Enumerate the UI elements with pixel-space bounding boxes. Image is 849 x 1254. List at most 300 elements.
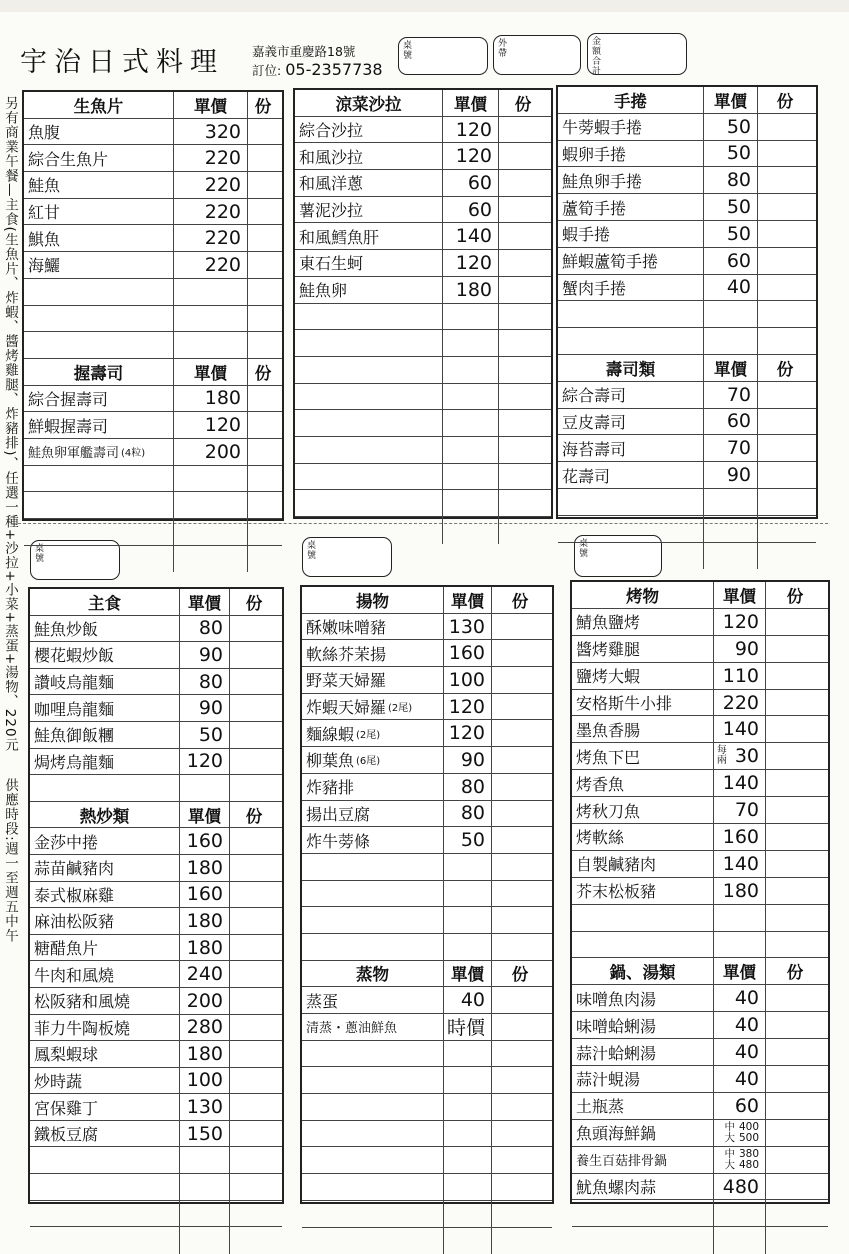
size-labels: [724, 1122, 735, 1144]
item-price-cell: [714, 1147, 766, 1173]
qty-input-cell[interactable]: [230, 828, 278, 854]
qty-input-cell[interactable]: [766, 878, 824, 904]
sushi-qty-header: [758, 355, 812, 381]
qty-input-cell[interactable]: [758, 328, 812, 354]
qty-input-cell[interactable]: [230, 1147, 278, 1173]
scan-edge: [0, 0, 849, 12]
item-name-cell: [295, 490, 443, 516]
item-price-cell: [443, 357, 499, 383]
qty-input-cell[interactable]: [766, 1147, 824, 1173]
item-price-cell: [444, 720, 492, 746]
item-name-cell: [30, 695, 180, 721]
qty-input-cell[interactable]: [492, 881, 548, 907]
steamed-section-title: 蒸物: [356, 961, 389, 985]
qty-input-cell[interactable]: [766, 1039, 824, 1065]
item-name-cell: [572, 1200, 714, 1226]
item-price: 220: [205, 147, 241, 169]
qty-input-cell[interactable]: [492, 1094, 548, 1120]
item-name-cell: [302, 1201, 444, 1227]
menu-item-row: [302, 640, 552, 667]
item-name: 鯕魚: [28, 227, 60, 250]
item-name-cell: [30, 1227, 180, 1254]
item-name-cell: [24, 252, 174, 278]
item-price: 180: [187, 910, 223, 932]
nigiri-title-cell: [24, 359, 174, 385]
item-price-cell: [704, 248, 758, 274]
qty-input-cell[interactable]: [230, 1121, 278, 1147]
empty-row: [24, 519, 282, 546]
qty-input-cell[interactable]: [499, 330, 547, 356]
qty-input-cell[interactable]: [758, 435, 812, 461]
qty-input-cell[interactable]: [492, 907, 548, 933]
qty-input-cell[interactable]: [230, 775, 278, 801]
menu-item-row: [558, 114, 816, 141]
item-price-cell: [180, 1068, 230, 1094]
qty-input-cell[interactable]: [230, 935, 278, 961]
size-price: 400: [739, 1122, 759, 1133]
item-name: 軟絲芥茉揚: [306, 642, 386, 665]
qty-input-cell[interactable]: [766, 797, 824, 823]
fried-and-steamed-table: [300, 585, 554, 1204]
item-name: 蝦手捲: [562, 222, 610, 245]
handroll-qty-header: [758, 87, 812, 113]
lunch-promo-text: 另有商業午餐—主食(生魚片、炸蝦、醬烤雞腿、炸豬排)、任選一種+沙拉+小菜+蒸蛋+湯物、220元: [2, 96, 18, 752]
qty-input-cell[interactable]: [766, 1012, 824, 1038]
item-price-cell: [180, 775, 230, 801]
qty-input-cell[interactable]: [766, 690, 824, 716]
takeout-box[interactable]: [493, 35, 581, 75]
item-price: 160: [187, 883, 223, 905]
item-name: 蒸蛋: [306, 989, 338, 1012]
item-name: 咖哩烏龍麵: [34, 697, 114, 720]
item-price-cell: [180, 908, 230, 934]
item-price-cell: [443, 517, 499, 544]
menu-item-row: [572, 1093, 828, 1120]
qty-input-cell[interactable]: [499, 277, 547, 303]
menu-item-row: [302, 801, 552, 828]
item-price: 200: [187, 990, 223, 1012]
item-name: 鮭魚卵手捲: [562, 169, 642, 192]
qty-input-cell[interactable]: [248, 279, 278, 305]
item-name-cell: [30, 1015, 180, 1041]
qty-input-cell[interactable]: [758, 382, 812, 408]
qty-input-cell[interactable]: [758, 167, 812, 193]
item-name: 宮保雞丁: [34, 1096, 98, 1119]
menu-item-row: [30, 1121, 282, 1148]
item-name: 味噌蛤蜊湯: [576, 1014, 656, 1037]
item-price: 180: [723, 880, 759, 902]
item-name-cell: [30, 749, 180, 775]
item-name-cell: [558, 167, 704, 193]
qty-input-cell[interactable]: [492, 774, 548, 800]
item-price: 40: [735, 987, 759, 1009]
item-price-cell: [714, 636, 766, 662]
item-name: 自製鹹豬肉: [576, 852, 656, 875]
qty-input-cell[interactable]: [766, 1066, 824, 1092]
qty-input-cell[interactable]: [499, 117, 547, 143]
qty-input-cell[interactable]: [499, 143, 547, 169]
qty-input-cell[interactable]: [766, 636, 824, 662]
item-name-cell: [302, 827, 444, 853]
qty-input-cell[interactable]: [766, 1227, 824, 1254]
qty-input-cell[interactable]: [230, 642, 278, 668]
qty-input-cell[interactable]: [230, 695, 278, 721]
item-name-cell: [295, 223, 443, 249]
item-name-cell: [302, 881, 444, 907]
qty-column-header: 份: [787, 959, 804, 983]
price-column-header: 單價: [454, 91, 487, 115]
item-name-cell: [30, 775, 180, 801]
item-name: 清蒸・蔥油鮮魚: [306, 1017, 397, 1036]
menu-item-row: [302, 747, 552, 774]
item-price-cell: [444, 1121, 492, 1147]
price-column-header: 單價: [188, 590, 221, 614]
empty-row: [558, 543, 816, 570]
qty-input-cell[interactable]: [492, 694, 548, 720]
item-name-cell: [30, 1147, 180, 1173]
item-name-cell: [30, 1121, 180, 1147]
item-name-cell: [302, 907, 444, 933]
qty-input-cell[interactable]: [499, 357, 547, 383]
qty-input-cell[interactable]: [230, 988, 278, 1014]
qty-input-cell[interactable]: [492, 1228, 548, 1254]
qty-input-cell[interactable]: [499, 197, 547, 223]
qty-input-cell[interactable]: [492, 827, 548, 853]
item-price: 80: [727, 169, 751, 191]
item-name: 花壽司: [562, 464, 610, 487]
item-price-cell: [704, 167, 758, 193]
qty-input-cell[interactable]: [758, 194, 812, 220]
qty-input-cell[interactable]: [492, 1174, 548, 1200]
qty-input-cell[interactable]: [492, 854, 548, 880]
qty-input-cell[interactable]: [758, 462, 812, 488]
sashimi-price-header: [174, 92, 248, 118]
qty-input-cell[interactable]: [492, 747, 548, 773]
qty-input-cell[interactable]: [766, 1120, 824, 1146]
salad-section-title: 涼菜沙拉: [336, 91, 402, 115]
qty-input-cell[interactable]: [499, 517, 547, 544]
size-label: 中: [724, 1122, 735, 1133]
qty-input-cell[interactable]: [248, 145, 278, 171]
qty-input-cell[interactable]: [492, 667, 548, 693]
item-name-cell: [295, 117, 443, 143]
item-price-cell: [714, 932, 766, 958]
qty-input-cell[interactable]: [248, 172, 278, 198]
item-price: 50: [727, 116, 751, 138]
item-name: 麵線蝦: [306, 722, 354, 745]
empty-row: [295, 384, 551, 411]
menu-item-row: [558, 435, 816, 462]
qty-input-cell[interactable]: [492, 801, 548, 827]
menu-item-row: [558, 409, 816, 436]
item-name-cell: [572, 1174, 714, 1200]
menu-item-row: [24, 225, 282, 252]
item-name-cell: [302, 1067, 444, 1093]
size-price: 380: [739, 1149, 759, 1160]
item-price: 80: [461, 776, 485, 798]
phone-line: [252, 60, 383, 79]
qty-input-cell[interactable]: [492, 1121, 548, 1147]
qty-input-cell[interactable]: [499, 223, 547, 249]
item-name-cell: [302, 1014, 444, 1040]
item-price-cell: [180, 961, 230, 987]
qty-input-cell[interactable]: [492, 1014, 548, 1040]
item-name-cell: [572, 1039, 714, 1065]
phone-label: 訂位:: [252, 63, 281, 78]
qty-column-header: 份: [255, 93, 272, 117]
qty-input-cell[interactable]: [766, 770, 824, 796]
menu-item-row: [24, 439, 282, 466]
qty-input-cell[interactable]: [766, 716, 824, 742]
item-name: 味噌魚肉湯: [576, 987, 656, 1010]
grilled-qty-header: [766, 582, 824, 608]
qty-input-cell[interactable]: [758, 489, 812, 515]
qty-input-cell[interactable]: [230, 722, 278, 748]
qty-input-cell[interactable]: [230, 882, 278, 908]
item-name: 酥嫩味噌豬: [306, 615, 386, 638]
qty-input-cell[interactable]: [758, 516, 812, 542]
qty-input-cell[interactable]: [766, 985, 824, 1011]
qty-input-cell[interactable]: [499, 250, 547, 276]
qty-input-cell[interactable]: [766, 663, 824, 689]
qty-input-cell[interactable]: [758, 141, 812, 167]
price-column-header: 單價: [451, 588, 484, 612]
item-price-cell: [714, 905, 766, 931]
item-price-cell: [443, 250, 499, 276]
item-price-cell: [180, 1227, 230, 1254]
item-name-cell: [295, 410, 443, 436]
item-price-cell: [180, 855, 230, 881]
qty-input-cell[interactable]: [230, 908, 278, 934]
qty-input-cell[interactable]: [230, 855, 278, 881]
qty-input-cell[interactable]: [230, 1094, 278, 1120]
item-name: 櫻花蝦炒飯: [34, 643, 114, 666]
item-price: 180: [187, 857, 223, 879]
item-price-cell: [704, 221, 758, 247]
item-name-cell: [24, 306, 174, 332]
item-name-cell: [30, 882, 180, 908]
qty-input-cell[interactable]: [230, 1227, 278, 1254]
item-price: 40: [735, 1041, 759, 1063]
item-name-cell: [30, 1094, 180, 1120]
item-name-cell: [558, 462, 704, 488]
qty-input-cell[interactable]: [492, 934, 548, 960]
item-name-cell: [30, 1174, 180, 1200]
empty-row: [558, 516, 816, 543]
qty-input-cell[interactable]: [248, 332, 278, 358]
item-name-cell: [572, 663, 714, 689]
qty-input-cell[interactable]: [766, 932, 824, 958]
empty-row: [302, 1174, 552, 1201]
main-title-cell: [30, 589, 180, 615]
qty-input-cell[interactable]: [758, 221, 812, 247]
item-name-cell: [30, 722, 180, 748]
item-name-cell: [572, 1147, 714, 1173]
qty-input-cell[interactable]: [766, 905, 824, 931]
qty-input-cell[interactable]: [230, 1068, 278, 1094]
qty-input-cell[interactable]: [492, 614, 548, 640]
qty-input-cell[interactable]: [248, 306, 278, 332]
unit-note: 每兩: [717, 746, 729, 766]
item-price-cell: [180, 695, 230, 721]
item-name: 綜合沙拉: [299, 118, 363, 141]
item-price-cell: [174, 199, 248, 225]
item-price: 130: [187, 1096, 223, 1118]
item-price-cell: [714, 690, 766, 716]
item-price: 120: [187, 750, 223, 772]
item-price-cell: [714, 770, 766, 796]
item-name-cell: [302, 747, 444, 773]
qty-input-cell[interactable]: [248, 386, 278, 412]
qty-input-cell[interactable]: [248, 119, 278, 145]
menu-item-row: [30, 988, 282, 1015]
qty-input-cell[interactable]: [758, 301, 812, 327]
qty-input-cell[interactable]: [230, 749, 278, 775]
item-name-cell: [572, 905, 714, 931]
qty-input-cell[interactable]: [230, 616, 278, 642]
item-price-cell: [444, 907, 492, 933]
empty-row: [302, 907, 552, 934]
item-name-cell: [572, 851, 714, 877]
qty-input-cell[interactable]: [492, 640, 548, 666]
item-price-cell: [714, 851, 766, 877]
menu-item-row: [30, 908, 282, 935]
qty-input-cell[interactable]: [248, 252, 278, 278]
qty-input-cell[interactable]: [492, 1201, 548, 1227]
item-name-cell: [572, 1093, 714, 1119]
qty-input-cell[interactable]: [230, 1015, 278, 1041]
menu-item-row: [24, 412, 282, 439]
item-price: 50: [461, 829, 485, 851]
qty-input-cell[interactable]: [230, 961, 278, 987]
item-name: 牛蒡蝦手捲: [562, 115, 642, 138]
item-name-cell: [302, 1041, 444, 1067]
qty-input-cell[interactable]: [499, 437, 547, 463]
qty-input-cell[interactable]: [248, 439, 278, 465]
item-price-cell: [443, 384, 499, 410]
qty-input-cell[interactable]: [758, 275, 812, 301]
grilled-section-title: 烤物: [626, 583, 659, 607]
salad-header-row: [295, 90, 551, 117]
item-price-cell: [444, 854, 492, 880]
qty-input-cell[interactable]: [499, 464, 547, 490]
qty-input-cell[interactable]: [248, 492, 278, 518]
menu-item-row: [30, 855, 282, 882]
item-price-cell: [180, 669, 230, 695]
table-number-box[interactable]: [398, 37, 488, 75]
qty-input-cell[interactable]: [758, 409, 812, 435]
qty-input-cell[interactable]: [766, 1093, 824, 1119]
stirfry-qty-header: [230, 802, 278, 828]
item-note: (4粒): [121, 444, 145, 459]
item-price: 70: [727, 437, 751, 459]
total-amount-box[interactable]: [587, 33, 687, 75]
qty-input-cell[interactable]: [766, 609, 824, 635]
qty-input-cell[interactable]: [230, 669, 278, 695]
qty-input-cell[interactable]: [499, 170, 547, 196]
item-price-cell: [174, 412, 248, 438]
item-price-cell: [444, 694, 492, 720]
item-name: 魷魚螺肉蒜: [576, 1175, 656, 1198]
qty-input-cell[interactable]: [248, 546, 278, 573]
item-price: 180: [187, 937, 223, 959]
item-price-cell: [714, 1120, 766, 1146]
qty-input-cell[interactable]: [230, 1201, 278, 1227]
price-column-header: 單價: [714, 88, 747, 112]
qty-input-cell[interactable]: [766, 851, 824, 877]
qty-input-cell[interactable]: [766, 1200, 824, 1226]
menu-item-row: [30, 935, 282, 962]
qty-input-cell[interactable]: [248, 519, 278, 545]
item-price-cell: [443, 197, 499, 223]
item-price-cell: [444, 987, 492, 1013]
menu-item-row: [295, 277, 551, 304]
qty-input-cell[interactable]: [499, 410, 547, 436]
qty-input-cell[interactable]: [766, 1174, 824, 1200]
item-name-cell: [302, 987, 444, 1013]
qty-input-cell[interactable]: [492, 1147, 548, 1173]
qty-input-cell[interactable]: [230, 1174, 278, 1200]
qty-input-cell[interactable]: [248, 412, 278, 438]
sushi-title-cell: [558, 355, 704, 381]
qty-input-cell[interactable]: [758, 543, 812, 570]
qty-input-cell[interactable]: [492, 1067, 548, 1093]
menu-item-row: [24, 145, 282, 172]
qty-column-header: 份: [246, 590, 263, 614]
qty-input-cell[interactable]: [766, 824, 824, 850]
item-name: 綜合握壽司: [28, 387, 108, 410]
qty-input-cell[interactable]: [499, 304, 547, 330]
qty-input-cell[interactable]: [499, 384, 547, 410]
total-amount-label: 金額合計: [592, 37, 604, 77]
qty-input-cell[interactable]: [492, 1041, 548, 1067]
item-price: 130: [449, 616, 485, 638]
item-name-cell: [558, 275, 704, 301]
item-price-cell: [444, 1147, 492, 1173]
item-price: 50: [727, 196, 751, 218]
qty-input-cell[interactable]: [499, 490, 547, 516]
qty-input-cell[interactable]: [492, 987, 548, 1013]
empty-row: [295, 410, 551, 437]
qty-input-cell[interactable]: [758, 114, 812, 140]
qty-input-cell[interactable]: [248, 225, 278, 251]
sashimi-qty-header: [248, 92, 278, 118]
qty-input-cell[interactable]: [248, 199, 278, 225]
menu-item-row: [572, 743, 828, 770]
item-price: 50: [727, 223, 751, 245]
menu-item-row: [572, 1066, 828, 1093]
qty-input-cell[interactable]: [248, 466, 278, 492]
menu-item-row: [30, 828, 282, 855]
qty-input-cell[interactable]: [758, 248, 812, 274]
item-price: 200: [205, 441, 241, 463]
item-price-cell: [714, 663, 766, 689]
menu-item-row: [558, 194, 816, 221]
item-price-cell: [174, 466, 248, 492]
item-price-cell: [714, 1039, 766, 1065]
menu-item-row: [30, 1068, 282, 1095]
item-price: 70: [735, 799, 759, 821]
qty-input-cell[interactable]: [766, 743, 824, 769]
qty-input-cell[interactable]: [492, 720, 548, 746]
item-price-cell: [444, 1174, 492, 1200]
empty-row: [24, 279, 282, 306]
empty-row: [558, 489, 816, 516]
menu-item-row: [24, 252, 282, 279]
item-name-cell: [558, 489, 704, 515]
item-price-cell: [714, 1012, 766, 1038]
qty-input-cell[interactable]: [230, 1041, 278, 1067]
